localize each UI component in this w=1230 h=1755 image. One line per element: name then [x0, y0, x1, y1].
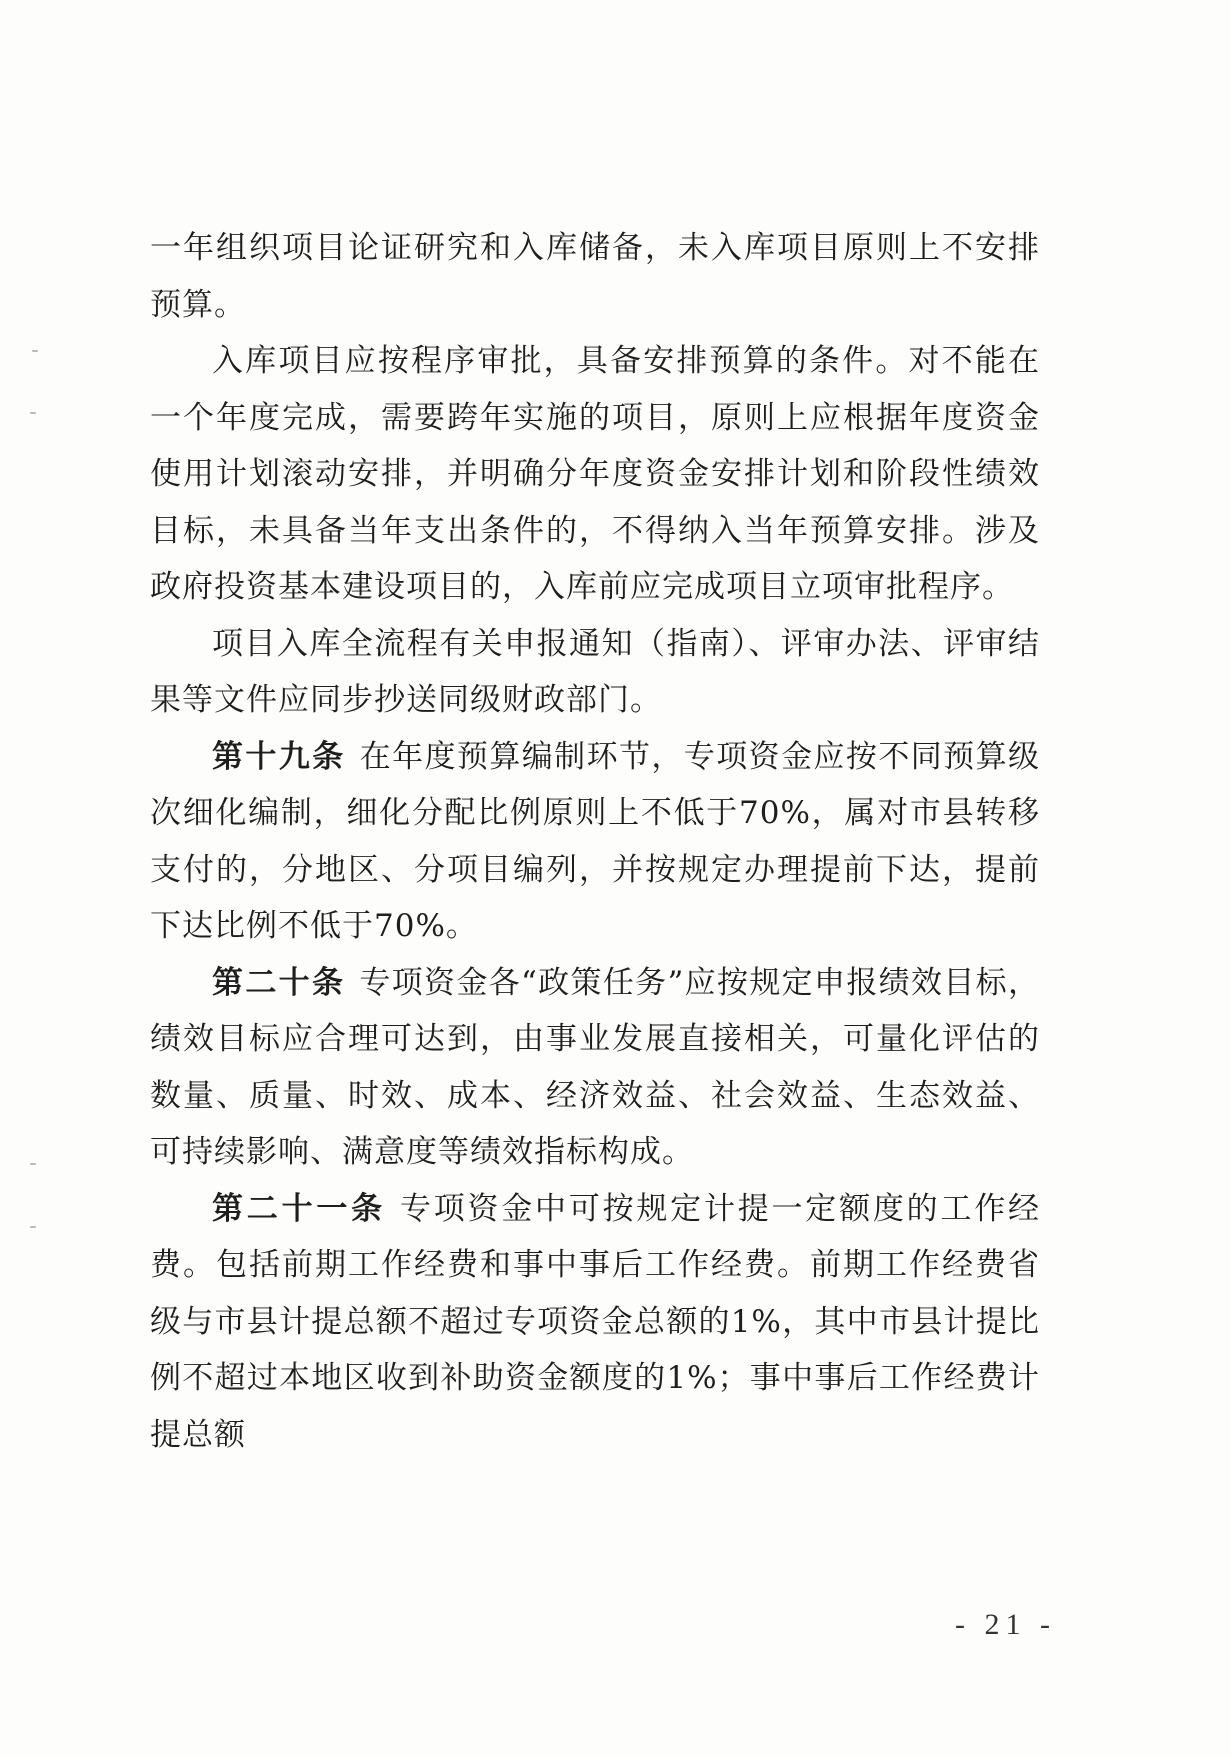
article-number: 第二十条 — [212, 964, 346, 1001]
document-body — [150, 220, 1040, 1463]
page-number: - 21 - — [955, 1608, 1056, 1641]
paragraph-text: 一年组织项目论证研究和入库储备，未入库项目原则上不安排预算。 — [150, 230, 1040, 323]
paragraph — [150, 220, 1040, 333]
article-number: 第二十一条 — [212, 1190, 386, 1227]
paragraph — [150, 1181, 1040, 1464]
paragraph-text: 入库项目应按程序审批，具备安排预算的条件。对不能在一个年度完成，需要跨年实施的项目，原则上应根据年度资金使用计划滚动安排，并明确分年度资金安排计划和阶段性绩效目标，未具备当年支出条件的，不得纳入当年预算安排。涉及政府投资基本建设项目的，入库前应完成项目立项审批程序。 — [150, 343, 1040, 605]
paragraph — [150, 729, 1040, 955]
paragraph — [150, 955, 1040, 1181]
article-number: 第十九条 — [212, 738, 346, 775]
paragraph-text: 专项资金中可按规定计提一定额度的工作经费。包括前期工作经费和事中事后工作经费。前期工作经费省级与市县计提总额不超过专项资金总额的1%，其中市县计提比例不超过本地区收到补助资金额度的1%；事中事后工作经费计提总额 — [150, 1190, 1041, 1453]
scan-speck — [30, 412, 36, 414]
paragraph-text: 项目入库全流程有关申报通知（指南）、评审办法、评审结果等文件应同步抄送同级财政部门。 — [150, 625, 1040, 718]
scan-speck — [32, 350, 38, 352]
paragraph — [150, 616, 1040, 729]
scan-speck — [30, 1226, 36, 1228]
paragraph — [150, 333, 1040, 616]
scan-speck — [30, 1163, 36, 1165]
paragraph-text: 专项资金各“政策任务”应按规定申报绩效目标，绩效目标应合理可达到，由事业发展直接相关，可量化评估的数量、质量、时效、成本、经济效益、社会效益、生态效益、可持续影响、满意度等绩效指标构成。 — [150, 964, 1040, 1170]
paragraph-text: 在年度预算编制环节，专项资金应按不同预算级次细化编制，细化分配比例原则上不低于70%，属对市县转移支付的，分地区、分项目编列，并按规定办理提前下达，提前下达比例不低于70%。 — [150, 738, 1041, 944]
